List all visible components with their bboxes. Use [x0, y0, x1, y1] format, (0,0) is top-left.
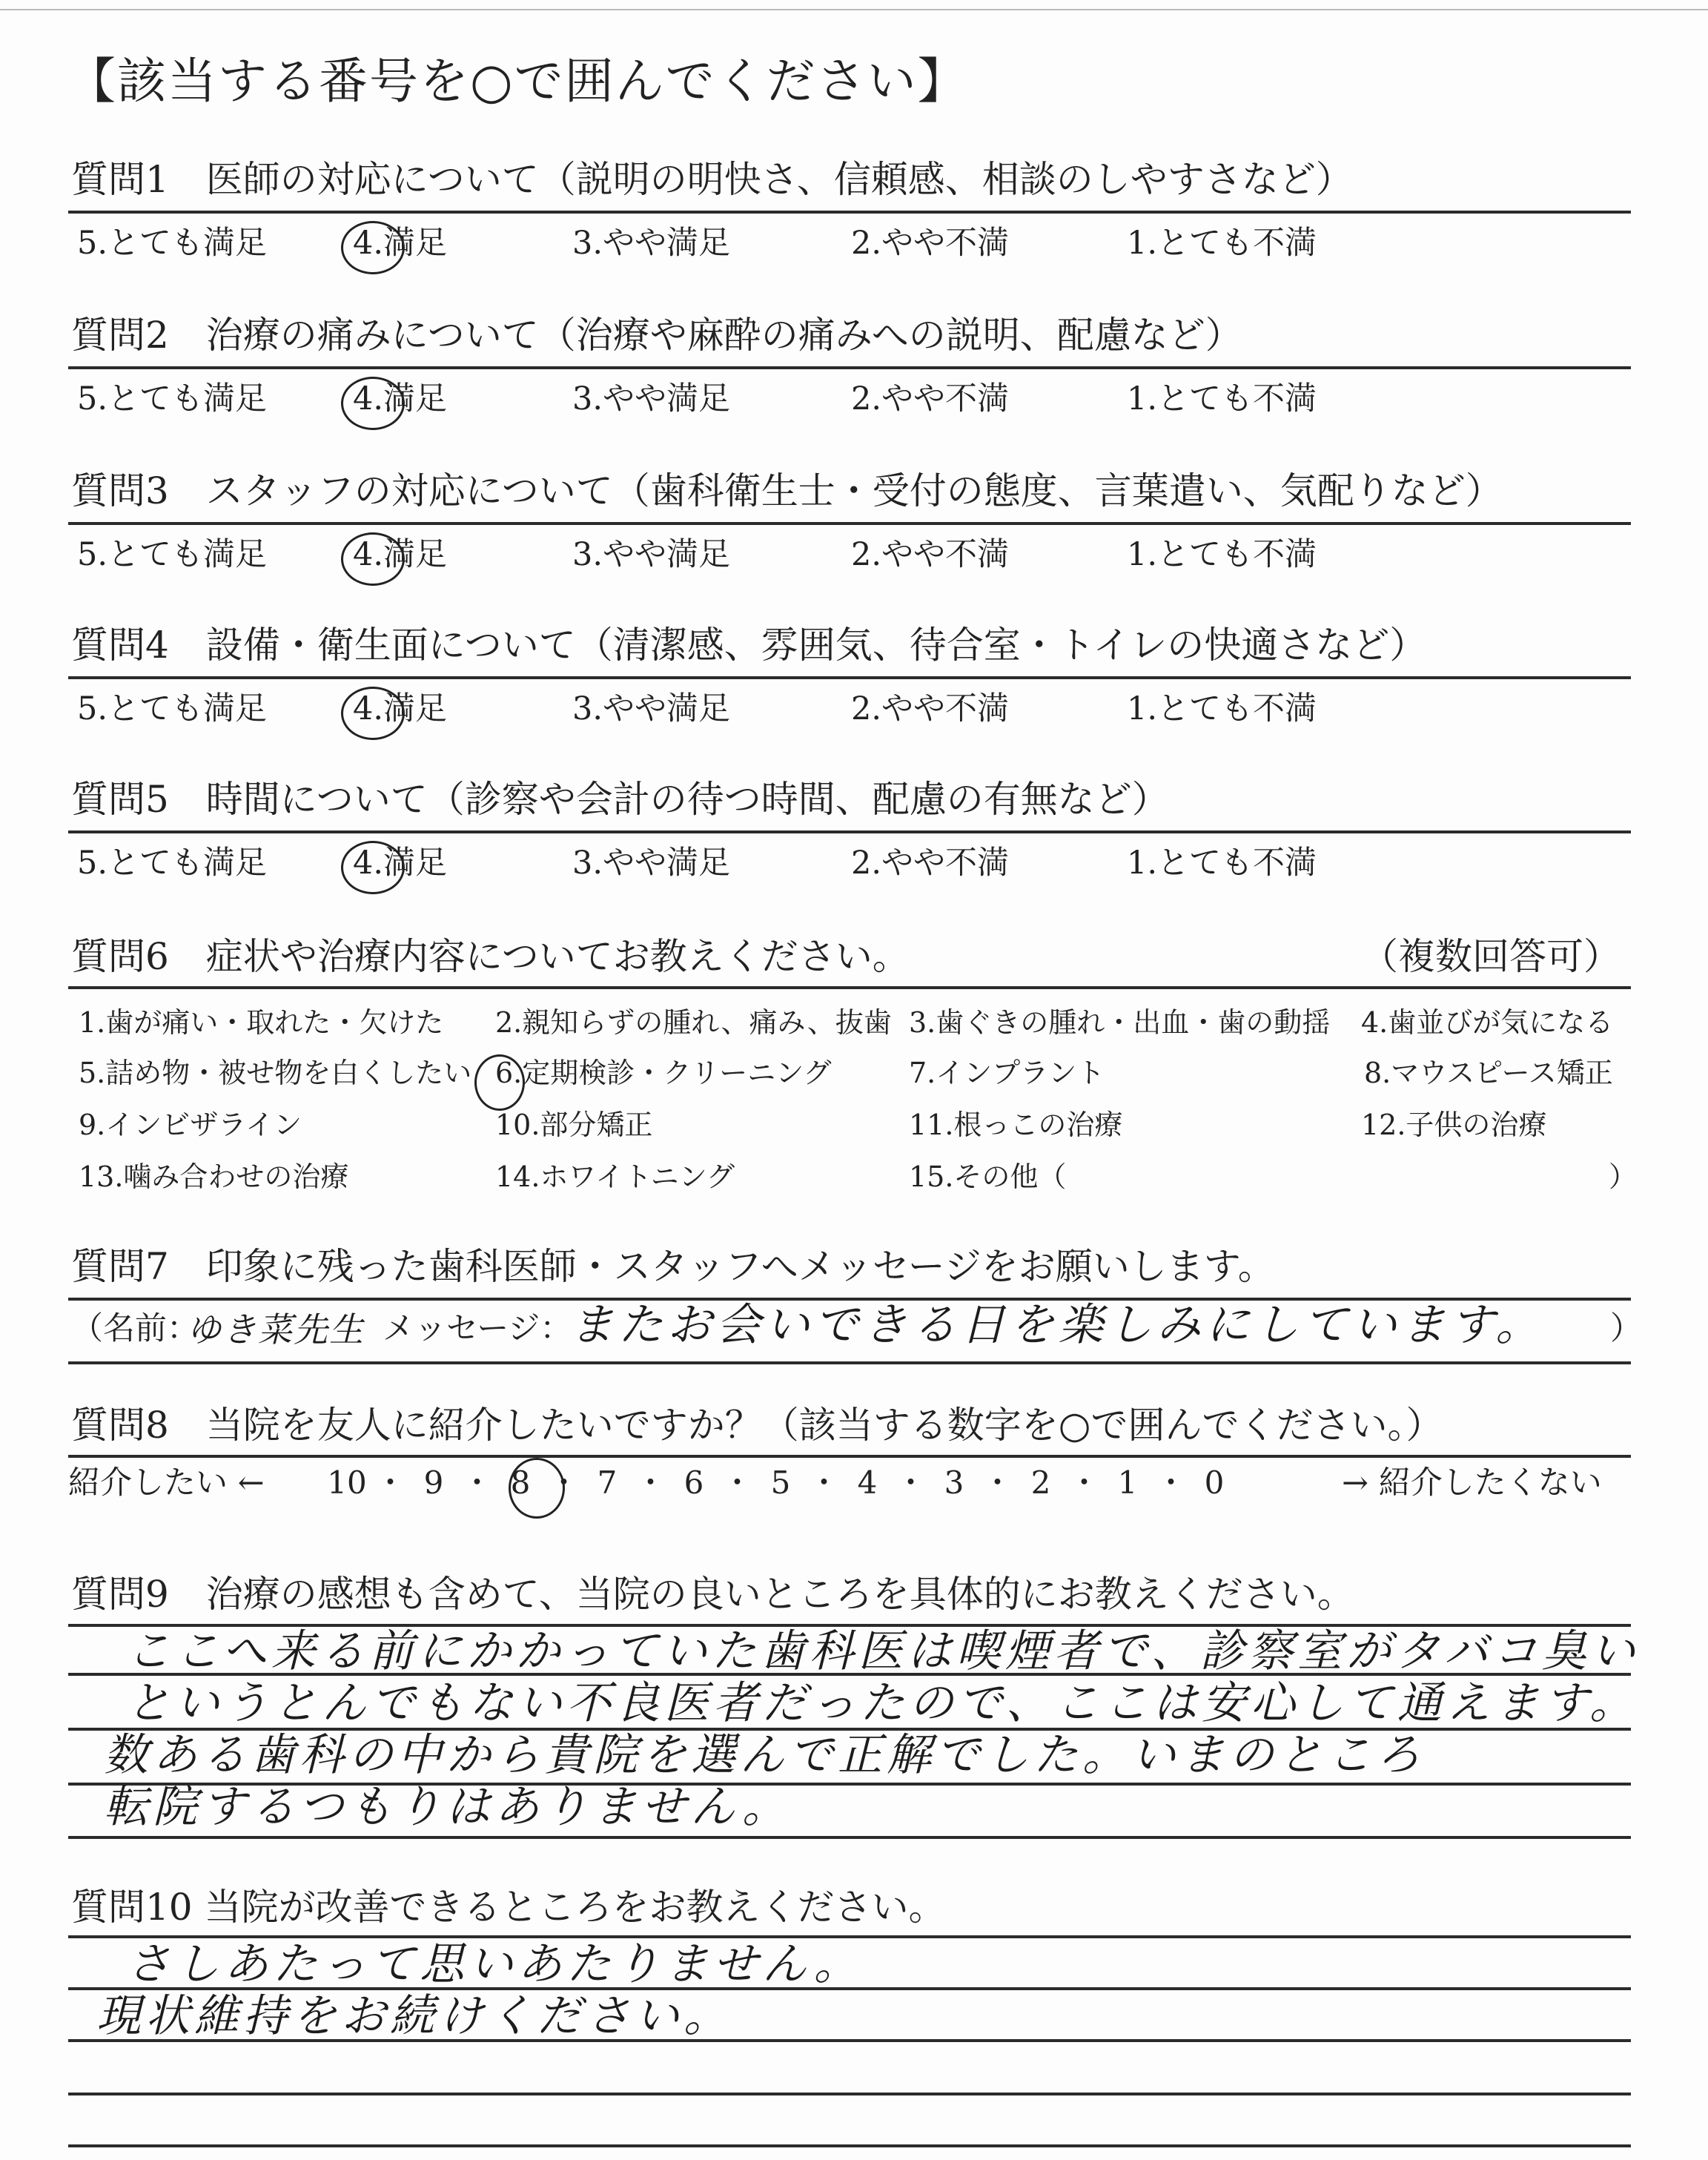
q5-option-4[interactable]: 4.満足	[353, 845, 448, 882]
q8-scale-8[interactable]: 8	[510, 1464, 531, 1501]
q6-note: （複数回答可）	[1361, 935, 1621, 978]
q6-title: 質問6 症状や治療内容についてお教えください。	[71, 935, 910, 978]
q5-option-2[interactable]: 2.やや不満	[851, 845, 1010, 882]
q9-answer-line[interactable]: ここへ来る前にかかっていた歯科医は喫煙者で、診察室がタバコ臭い	[126, 1625, 1640, 1677]
q9-title: 質問9 治療の感想も含めて、当院の良いところを具体的にお教えください。	[71, 1573, 1354, 1616]
q2-option-4[interactable]: 4.満足	[353, 380, 448, 417]
q4-title: 質問4 設備・衛生面について（清潔感、雰囲気、待合室・トイレの快適さなど）	[71, 624, 1427, 667]
q9-answer-rule	[68, 1836, 1631, 1839]
q8-separator: ・	[982, 1464, 1013, 1501]
q6-option-15-close: ）	[1609, 1160, 1638, 1193]
q8-separator: ・	[895, 1464, 927, 1501]
q7-name-label: （名前：	[71, 1310, 199, 1347]
q1-option-3[interactable]: 3.やや満足	[572, 225, 731, 262]
q8-rule	[68, 1455, 1631, 1458]
q8-separator: ・	[1155, 1464, 1187, 1501]
q10-answer-rule	[68, 2144, 1631, 2147]
q6-option-5[interactable]: 5.詰め物・被せ物を白くしたい	[79, 1057, 472, 1089]
q7-close-paren: ）	[1610, 1310, 1642, 1347]
q1-option-1[interactable]: 1.とても不満	[1127, 225, 1317, 262]
q10-answer-line[interactable]: さしあたって思いあたりません。	[126, 1938, 863, 1990]
q10-title: 質問10 当院が改善できるところをお教えください。	[71, 1886, 946, 1929]
q2-option-3[interactable]: 3.やや満足	[572, 380, 731, 417]
q8-scale-1[interactable]: 1	[1117, 1464, 1138, 1501]
q6-option-14[interactable]: 14.ホワイトニング	[495, 1160, 735, 1193]
q7-answer-rule	[68, 1361, 1631, 1364]
q4-option-5[interactable]: 5.とても満足	[77, 690, 268, 727]
q9-answer-line[interactable]: 数ある歯科の中から貴院を選んで正解でした。いまのところ	[104, 1729, 1425, 1781]
q5-title: 質問5 時間について（診察や会計の待つ時間、配慮の有無など）	[71, 778, 1169, 821]
q8-separator: ・	[808, 1464, 840, 1501]
q6-rule	[68, 986, 1631, 989]
q3-title: 質問3 スタッフの対応について（歯科衛生士・受付の態度、言葉遣い、気配りなど）	[71, 469, 1503, 512]
q6-option-11[interactable]: 11.根っこの治療	[909, 1109, 1123, 1141]
q7-title: 質問7 印象に残った歯科医師・スタッフへメッセージをお願いします。	[71, 1245, 1275, 1288]
q3-option-5[interactable]: 5.とても満足	[77, 536, 268, 573]
q1-option-2[interactable]: 2.やや不満	[851, 225, 1010, 262]
q2-title: 質問2 治療の痛みについて（治療や麻酔の痛みへの説明、配慮など）	[71, 314, 1242, 357]
q8-scale-5[interactable]: 5	[770, 1464, 791, 1501]
q8-scale-2[interactable]: 2	[1030, 1464, 1051, 1501]
q8-scale-10[interactable]: 10	[327, 1464, 367, 1501]
q8-scale-6[interactable]: 6	[683, 1464, 704, 1501]
q8-scale-7[interactable]: 7	[597, 1464, 618, 1501]
q2-option-5[interactable]: 5.とても満足	[77, 380, 268, 417]
q5-option-3[interactable]: 3.やや満足	[572, 845, 731, 882]
q6-option-8[interactable]: 8.マウスピース矯正	[1364, 1057, 1613, 1089]
q9-answer-line[interactable]: というとんでもない不良医者だったので、ここは安心して通えます。	[126, 1677, 1638, 1729]
q8-separator: ・	[721, 1464, 753, 1501]
q4-option-2[interactable]: 2.やや不満	[851, 690, 1010, 727]
q2-option-2[interactable]: 2.やや不満	[851, 380, 1010, 417]
q10-answer-line[interactable]: 現状維持をお続けください。	[96, 1990, 732, 2042]
q6-option-15[interactable]: 15.その他（	[909, 1160, 1067, 1193]
q9-answer-line[interactable]: 転院するつもりはありません。	[104, 1781, 791, 1833]
q4-option-3[interactable]: 3.やや満足	[572, 690, 731, 727]
q8-separator: ・	[374, 1464, 406, 1501]
q6-option-12[interactable]: 12.子供の治療	[1361, 1109, 1547, 1141]
q5-option-1[interactable]: 1.とても不満	[1127, 845, 1317, 882]
q8-right-label: → 紹介したくない	[1342, 1464, 1602, 1502]
q7-name-value[interactable]: ゆき菜先生	[187, 1309, 365, 1350]
q3-option-3[interactable]: 3.やや満足	[572, 536, 731, 573]
q6-option-3[interactable]: 3.歯ぐきの腫れ・出血・歯の動揺	[909, 1006, 1331, 1039]
q8-separator: ・	[461, 1464, 493, 1501]
q1-option-4[interactable]: 4.満足	[353, 225, 448, 262]
q5-rule	[68, 830, 1631, 833]
q2-rule	[68, 366, 1631, 369]
q2-option-1[interactable]: 1.とても不満	[1127, 380, 1317, 417]
page-top-edge	[0, 9, 1708, 10]
q8-title: 質問8 当院を友人に紹介したいですか？（該当する数字を○で囲んでください。）	[71, 1404, 1443, 1447]
q3-option-1[interactable]: 1.とても不満	[1127, 536, 1317, 573]
q1-title: 質問1 医師の対応について（説明の明快さ、信頼感、相談のしやすさなど）	[71, 158, 1353, 201]
q3-rule	[68, 522, 1631, 525]
q4-option-4[interactable]: 4.満足	[353, 690, 448, 727]
q1-rule	[68, 211, 1631, 214]
q5-option-5[interactable]: 5.とても満足	[77, 845, 268, 882]
q8-left-label: 紹介したい ←	[68, 1464, 265, 1502]
q7-message-value[interactable]: またお会いできる日を楽しみにしています。	[569, 1299, 1545, 1351]
q6-option-4[interactable]: 4.歯並びが気になる	[1361, 1006, 1614, 1039]
q8-scale-4[interactable]: 4	[857, 1464, 878, 1501]
page-heading: 【該当する番号を○で囲んでください】	[67, 53, 968, 110]
q3-option-2[interactable]: 2.やや不満	[851, 536, 1010, 573]
q3-option-4[interactable]: 4.満足	[353, 536, 448, 573]
q8-separator: ・	[635, 1464, 666, 1501]
q8-separator: ・	[1068, 1464, 1100, 1501]
q6-option-9[interactable]: 9.インビザライン	[79, 1109, 302, 1141]
q7-message-label: メッセージ：	[383, 1310, 572, 1347]
q10-answer-rule	[68, 2093, 1631, 2095]
q1-option-5[interactable]: 5.とても満足	[77, 225, 268, 262]
q8-scale-9[interactable]: 9	[423, 1464, 444, 1501]
q6-option-13[interactable]: 13.噛み合わせの治療	[79, 1160, 349, 1193]
q8-separator: ・	[548, 1464, 580, 1501]
q6-option-2[interactable]: 2.親知らずの腫れ、痛み、抜歯	[495, 1006, 892, 1039]
q6-option-7[interactable]: 7.インプラント	[909, 1057, 1105, 1089]
q4-option-1[interactable]: 1.とても不満	[1127, 690, 1317, 727]
q8-scale-3[interactable]: 3	[944, 1464, 964, 1501]
q4-rule	[68, 676, 1631, 679]
q6-option-10[interactable]: 10.部分矯正	[495, 1109, 653, 1141]
q6-option-1[interactable]: 1.歯が痛い・取れた・欠けた	[79, 1006, 444, 1039]
q6-option-6[interactable]: 6.定期検診・クリーニング	[495, 1057, 832, 1089]
q8-scale-0[interactable]: 0	[1204, 1464, 1225, 1501]
